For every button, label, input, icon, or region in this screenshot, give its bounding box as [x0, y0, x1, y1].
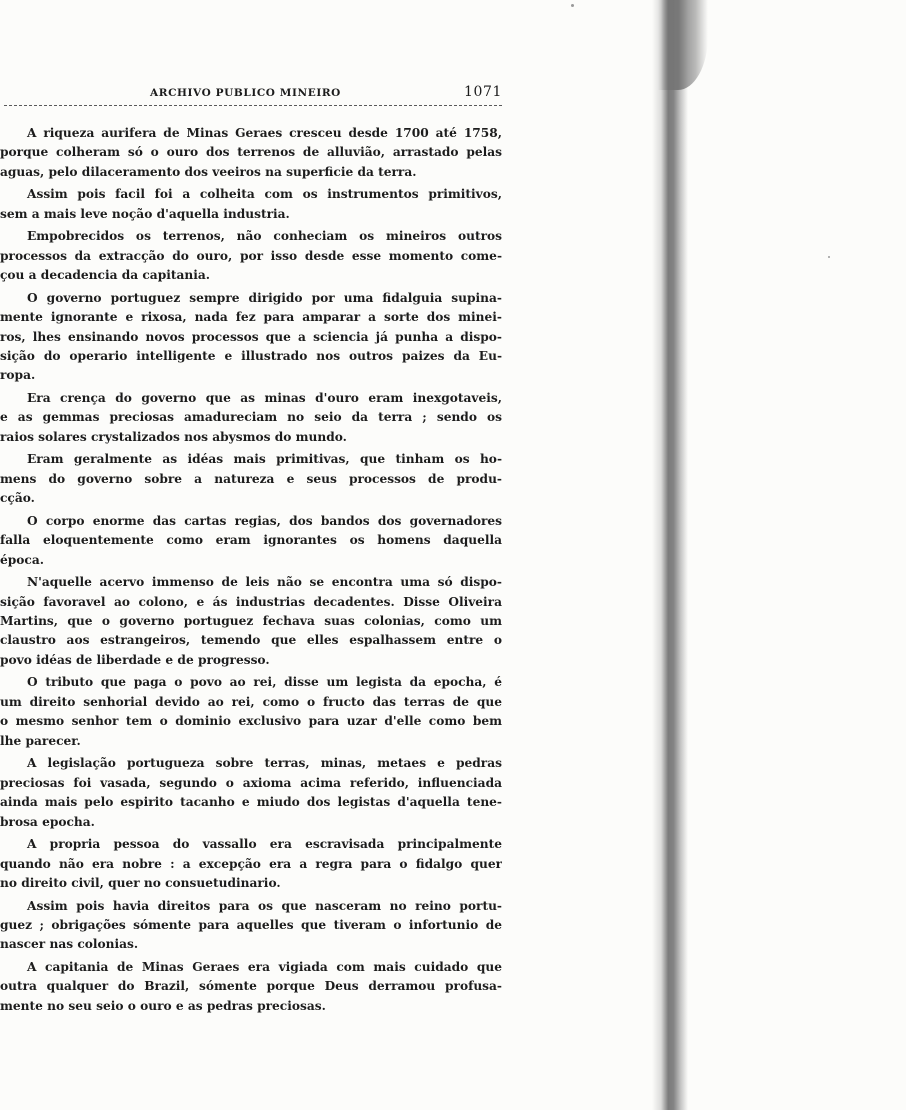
text-line: povo idéas de liberdade e de progresso.: [0, 652, 270, 667]
text-line: falla eloquentemente como eram ignorantes os homens daquella: [0, 533, 502, 548]
header-rule: [4, 105, 502, 106]
text-line: outra qualquer do Brazil, sómente porque Deus derramou profusa-: [0, 979, 502, 994]
text-line: claustro aos estrangeiros, temendo que elles espalhassem entre o: [0, 633, 502, 648]
text-line: A riqueza aurifera de Minas Geraes cresceu desde 1700 até 1758,: [27, 126, 502, 140]
text-line: Empobrecidos os terrenos, não conheciam os mineiros outros: [27, 229, 502, 244]
paragraph: [0, 835, 502, 893]
paragraph: [0, 897, 502, 955]
text-line: quando não era nobre : a excepção era a regra para o fidalgo quer: [0, 856, 502, 871]
text-line: Martins, que o governo portuguez fechava suas colonias, como um: [0, 614, 502, 629]
text-line: o mesmo senhor tem o dominio exclusivo para uzar d'elle como bem: [0, 714, 502, 729]
text-line: raios solares crystalizados nos abysmos do mundo.: [0, 429, 347, 444]
text-line: sição do operario intelligente e illustrado nos outros paizes da Eu-: [0, 349, 502, 364]
text-line: A legislação portugueza sobre terras, minas, metaes e pedras: [27, 756, 502, 771]
text-line: cção.: [0, 491, 35, 506]
text-line: época.: [0, 552, 44, 567]
paragraph: [0, 124, 502, 182]
text-line: N'aquelle acervo immenso de leis não se encontra uma só dispo-: [27, 575, 502, 590]
paragraph: [0, 754, 502, 832]
gutter-shadow-top: [658, 0, 708, 90]
paragraph: [0, 227, 502, 285]
page-header: [0, 84, 502, 104]
text-line: Era crença do governo que as minas d'ouro eram inexgotaveis,: [27, 391, 502, 406]
text-line: çou a decadencia da capitania.: [0, 268, 211, 283]
text-line: A propria pessoa do vassallo era escravisada principalmente: [27, 837, 502, 852]
text-line: lhe parecer.: [0, 733, 81, 748]
text-line: O tributo que paga o povo ao rei, disse um legista da epocha, é: [27, 675, 502, 690]
text-line: um direito senhorial devido ao rei, como o fructo das terras de que: [0, 694, 502, 709]
text-line: porque colheram só o ouro dos terrenos de alluvião, arrastado pelas: [0, 145, 502, 160]
text-line: ainda mais pelo espirito tacanho e miudo dos legistas d'aquella tene-: [0, 795, 502, 810]
text-line: ros, lhes ensinando novos processos que a sciencia já punha a dispo-: [0, 329, 502, 344]
text-line: no direito civil, quer no consuetudinario.: [0, 875, 281, 890]
book-gutter-shadow: [652, 0, 688, 1110]
running-title: ARCHIVO PUBLICO MINEIRO: [150, 87, 341, 99]
text-line: e as gemmas preciosas amadureciam no seio da terra ; sendo os: [0, 410, 502, 425]
text-line: A capitania de Minas Geraes era vigiada com mais cuidado que: [27, 959, 502, 974]
text-line: sição favoravel ao colono, e ás industrias decadentes. Disse Oliveira: [0, 594, 502, 609]
scan-speck: [571, 4, 574, 7]
text-line: guez ; obrigações sómente para aquelles que tiveram o infortunio de: [0, 917, 502, 932]
paragraph: [0, 289, 502, 386]
text-line: ropa.: [0, 368, 36, 383]
paragraph: [0, 573, 502, 670]
text-line: mente no seu seio o ouro e as pedras preciosas.: [0, 998, 326, 1013]
paragraph: [0, 389, 502, 447]
text-line: brosa epocha.: [0, 814, 95, 829]
paragraph: [0, 958, 502, 1016]
text-line: Assim pois facil foi a colheita com os instrumentos primitivos,: [27, 187, 502, 202]
text-line: nascer nas colonias.: [0, 937, 139, 952]
text-line: processos da extracção do ouro, por isso desde esse momento come-: [0, 248, 502, 263]
text-line: O governo portuguez sempre dirigido por uma fidalguia supina-: [27, 290, 502, 305]
text-line: mens do governo sobre a natureza e seus processos de produ-: [0, 471, 502, 486]
page-number: 1071: [463, 84, 502, 100]
text-line: Eram geralmente as idéas mais primitivas, que tinham os ho-: [27, 452, 502, 467]
text-line: Assim pois havia direitos para os que nasceram no reino portu-: [27, 898, 502, 913]
text-line: preciosas foi vasada, segundo o axioma acima referido, influenciada: [0, 775, 502, 790]
text-line: sem a mais leve noção d'aquella industria.: [0, 206, 290, 221]
scan-speck: [828, 256, 830, 258]
text-line: mente ignorante e rixosa, nada fez para amparar a sorte dos minei-: [0, 310, 502, 325]
paragraph: [0, 512, 502, 570]
paragraph: [0, 673, 502, 751]
paragraph: [0, 185, 502, 224]
paragraph: [0, 450, 502, 508]
body-text: [0, 124, 502, 1019]
text-line: aguas, pelo dilaceramento dos veeiros na superficie da terra.: [0, 164, 417, 179]
text-line: O corpo enorme das cartas regias, dos bandos dos governadores: [27, 513, 502, 528]
